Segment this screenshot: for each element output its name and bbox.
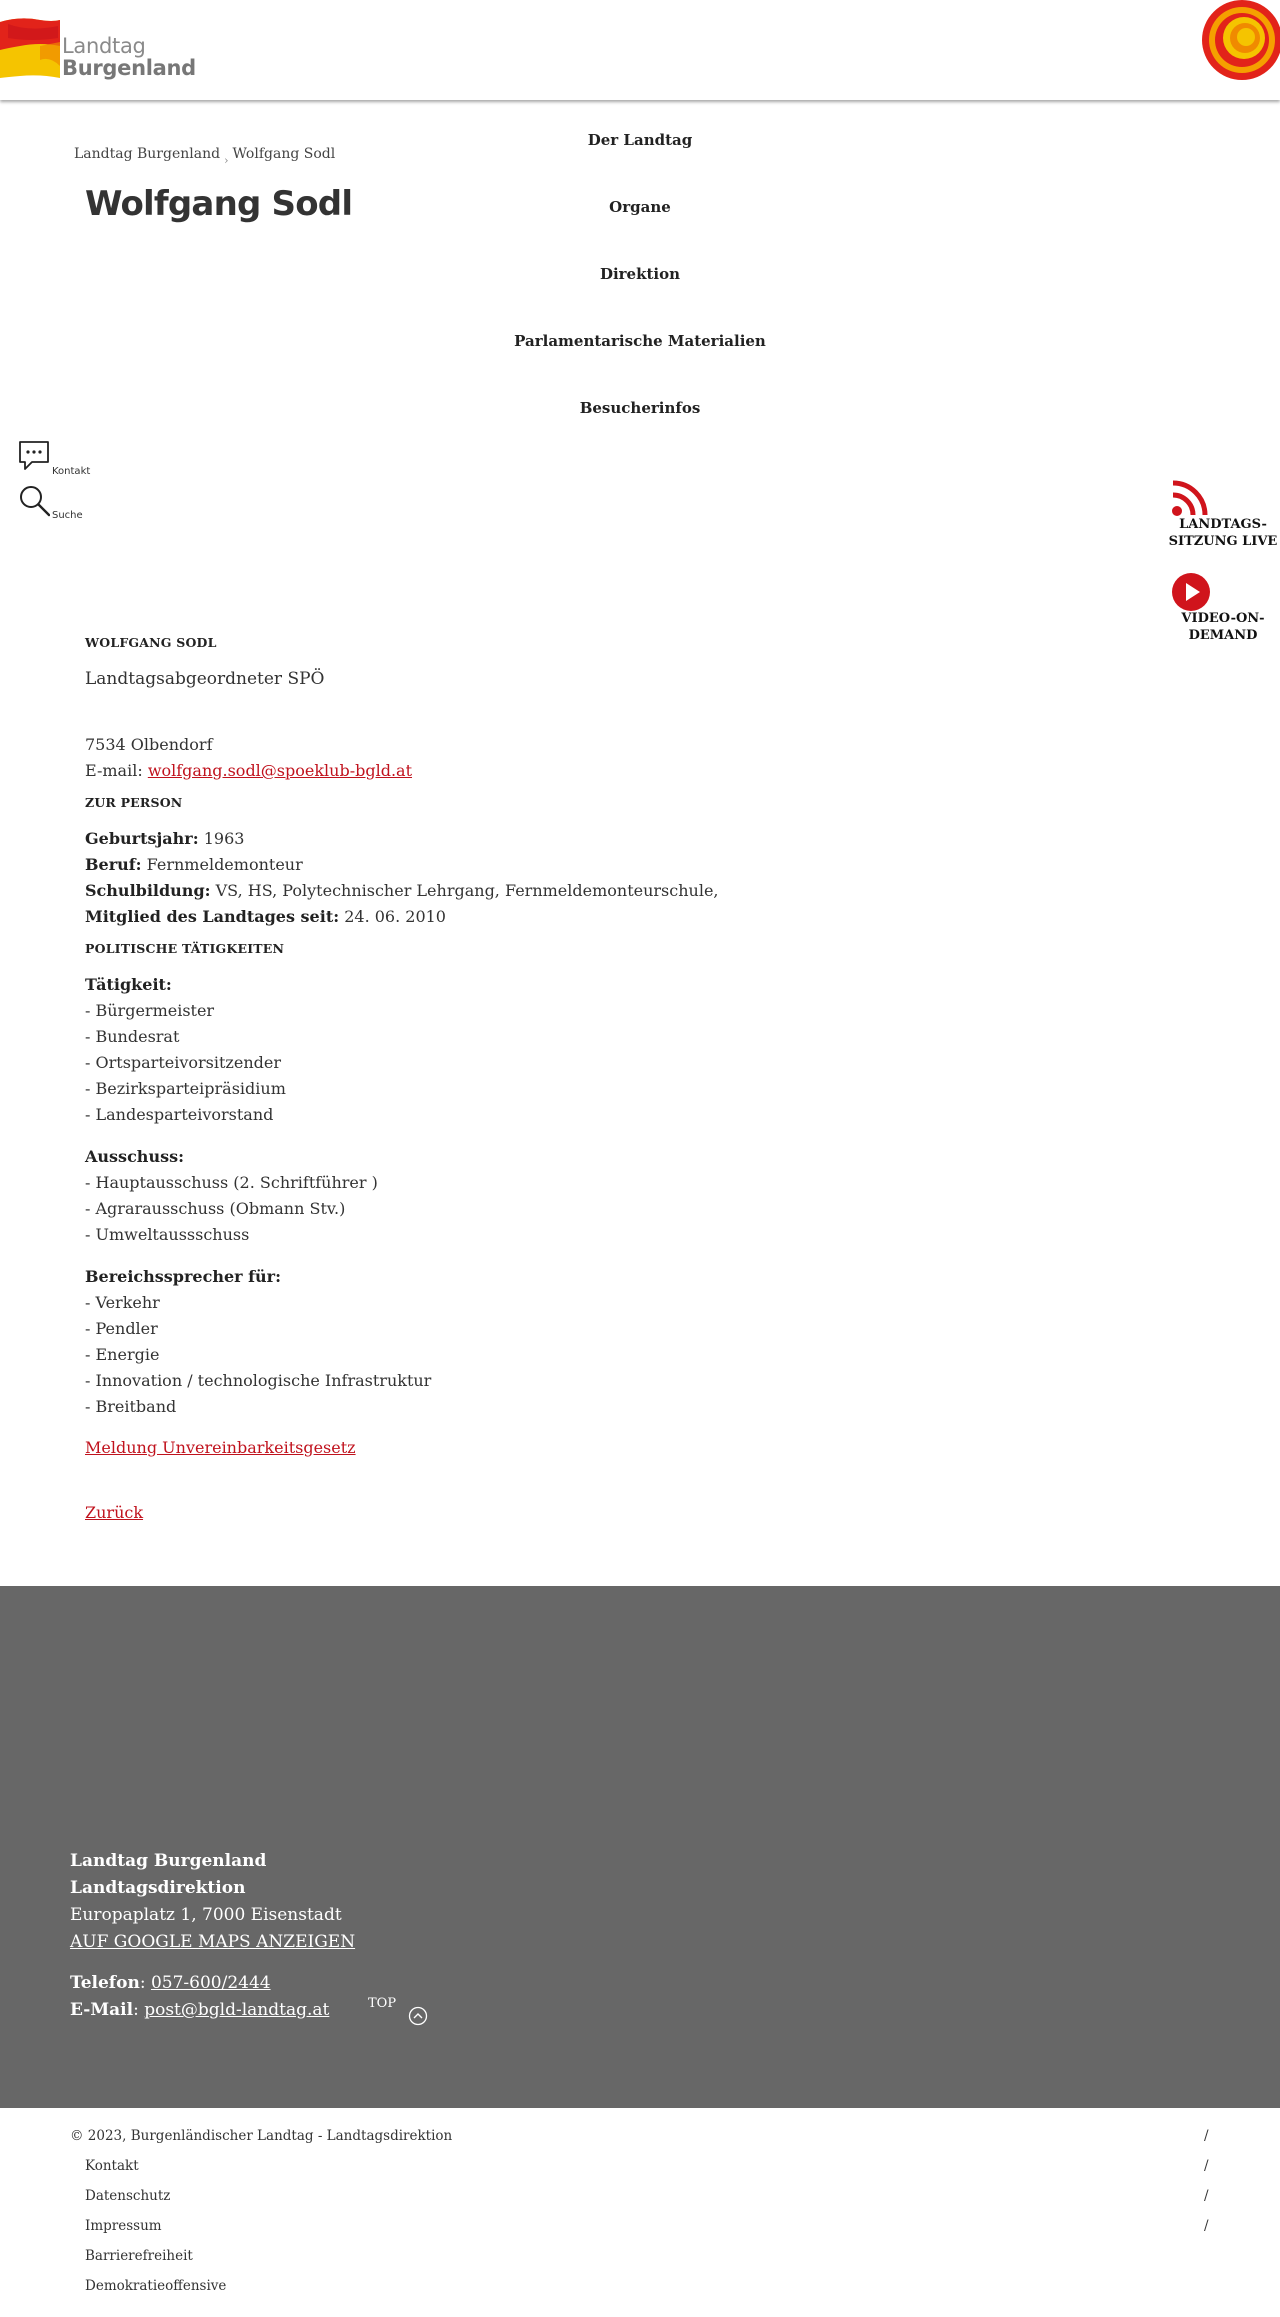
- political-heading: POLITISCHE TÄTIGKEITEN: [85, 941, 285, 956]
- spokesman-item: - Energie: [85, 1345, 160, 1364]
- school-label: Schulbildung:: [85, 881, 211, 900]
- vod-line2: DEMAND: [1188, 628, 1258, 643]
- copyright: © 2023, Burgenländischer Landtag - Landtagsdirektion: [70, 2128, 453, 2144]
- bottom-bar: [0, 2108, 1280, 2317]
- birth-label: Geburtsjahr:: [85, 829, 199, 848]
- activity-item: - Bezirksparteipräsidium: [85, 1079, 286, 1098]
- logo-text-landtag: Landtag: [62, 34, 146, 58]
- profile-address: 7534 Olbendorf: [85, 735, 213, 754]
- committee-item: - Hauptausschuss (2. Schriftführer ): [85, 1173, 378, 1192]
- rss-icon: [1170, 478, 1210, 518]
- footer-link-demokratieoffensive[interactable]: Demokratieoffensive: [85, 2278, 227, 2294]
- footer-email-label: E-Mail: [70, 2000, 134, 2020]
- activity-item: - Landesparteivorstand: [85, 1105, 274, 1124]
- job-value: Fernmeldemonteur: [146, 855, 303, 874]
- nav-item-der-landtag[interactable]: Der Landtag: [587, 131, 693, 149]
- page-title: Wolfgang Sodl: [85, 184, 353, 224]
- member-row: [85, 904, 1085, 930]
- job-row: [85, 852, 1085, 878]
- main-navigation: [440, 112, 840, 447]
- footer-contact-block: Landtag Burgenland Landtagsdirektion Europaplatz 1, 7000 Eisenstadt AUF GOOGLE MAPS ANZEIGEN Telefon: 057-600/2444 E-Mail: post@bgld-landtag.at: [70, 1851, 356, 2020]
- footer-separator: /: [1204, 2158, 1209, 2174]
- committee-item: - Agrarausschuss (Obmann Stv.): [85, 1199, 346, 1218]
- footer-address: Europaplatz 1, 7000 Eisenstadt: [70, 1905, 342, 1925]
- member-value: 24. 06. 2010: [344, 907, 446, 926]
- search-icon: [18, 484, 50, 518]
- contact-tool[interactable]: [18, 440, 98, 477]
- footer-org2: Landtagsdirektion: [70, 1878, 246, 1898]
- footer-link-impressum[interactable]: Impressum: [85, 2218, 162, 2234]
- nav-item-besucherinfos[interactable]: Besucherinfos: [579, 399, 701, 417]
- footer-phone-label: Telefon: [70, 1973, 140, 1993]
- job-label: Beruf:: [85, 855, 142, 874]
- school-row: [85, 878, 1085, 904]
- search-tool[interactable]: [18, 484, 98, 520]
- spokesman-label: Bereichssprecher für:: [85, 1267, 281, 1286]
- committee-item: - Umweltaussschuss: [85, 1225, 250, 1244]
- footer-link-datenschutz[interactable]: Datenschutz: [85, 2188, 171, 2204]
- video-on-demand-link[interactable]: [1166, 570, 1280, 644]
- member-label: Mitglied des Landtages seit:: [85, 907, 340, 926]
- chat-icon: [18, 440, 50, 474]
- play-icon: [1171, 572, 1211, 612]
- back-link[interactable]: Zurück: [85, 1503, 144, 1522]
- chevron-up-circle-icon[interactable]: [408, 2006, 428, 2026]
- back-to-top-label[interactable]: TOP: [368, 1996, 397, 2011]
- spokesman-item: - Pendler: [85, 1319, 158, 1338]
- profile-email-label: E-mail:: [85, 761, 143, 780]
- activity-item: - Bundesrat: [85, 1027, 180, 1046]
- school-value: VS, HS, Polytechnischer Lehrgang, Fernmeldemonteurschule,: [215, 881, 719, 900]
- profile-email-link[interactable]: wolfgang.sodl@spoeklub-bgld.at: [147, 761, 413, 780]
- spokesman-item: - Breitband: [85, 1397, 177, 1416]
- activity-item: - Ortsparteivorsitzender: [85, 1053, 281, 1072]
- flag-logo-icon: [0, 16, 62, 78]
- breadcrumb: [74, 146, 336, 167]
- profile-email-row: [85, 758, 1085, 784]
- logo-text-burgenland: Burgenland: [62, 56, 196, 80]
- report-incompatibility-link[interactable]: Meldung Unvereinbarkeitsgesetz: [85, 1438, 356, 1457]
- breadcrumb-separator: ›: [224, 154, 229, 167]
- breadcrumb-current: Wolfgang Sodl: [232, 146, 336, 162]
- activity-label: Tätigkeit:: [85, 975, 172, 994]
- committee-label: Ausschuss:: [85, 1147, 184, 1166]
- nav-item-organe[interactable]: Organe: [609, 198, 671, 216]
- site-footer: [0, 1586, 1280, 2108]
- footer-separator: /: [1204, 2218, 1209, 2234]
- site-header: [0, 0, 1280, 100]
- profile-name-heading: WOLFGANG SODL: [85, 635, 217, 650]
- footer-phone-link[interactable]: 057-600/2444: [150, 1973, 271, 1993]
- footer-org1: Landtag Burgenland: [70, 1851, 267, 1871]
- footer-link-barrierefreiheit[interactable]: Barrierefreiheit: [85, 2248, 193, 2264]
- live-session-link[interactable]: [1166, 478, 1280, 550]
- live-session-line1: LANDTAGS-: [1179, 517, 1267, 532]
- contact-tool-label: Kontakt: [52, 466, 91, 477]
- footer-separator: /: [1204, 2128, 1209, 2144]
- birth-row: [85, 826, 1085, 852]
- site-logo[interactable]: [0, 16, 196, 86]
- footer-separator: /: [1204, 2188, 1209, 2204]
- nav-item-parlamentarische-materialien[interactable]: Parlamentarische Materialien: [514, 332, 766, 350]
- live-session-line2: SITZUNG LIVE: [1168, 534, 1278, 549]
- profile-content: [85, 630, 1085, 1526]
- nav-item-direktion[interactable]: Direktion: [599, 265, 681, 283]
- activity-item: - Bürgermeister: [85, 1001, 215, 1020]
- footer-link-kontakt[interactable]: Kontakt: [85, 2158, 139, 2174]
- emblem-icon[interactable]: [1198, 0, 1280, 82]
- search-tool-label: Suche: [52, 510, 83, 521]
- vod-line1: VIDEO-ON-: [1181, 611, 1265, 626]
- profile-role: Landtagsabgeordneter SPÖ: [85, 669, 325, 689]
- google-maps-link[interactable]: AUF GOOGLE MAPS ANZEIGEN: [70, 1932, 356, 1952]
- spokesman-item: - Verkehr: [85, 1293, 160, 1312]
- spokesman-item: - Innovation / technologische Infrastruktur: [85, 1371, 432, 1390]
- birth-value: 1963: [203, 829, 245, 848]
- breadcrumb-root[interactable]: Landtag Burgenland: [74, 146, 221, 162]
- footer-email-link[interactable]: post@bgld-landtag.at: [144, 2000, 330, 2020]
- person-heading: ZUR PERSON: [85, 795, 183, 810]
